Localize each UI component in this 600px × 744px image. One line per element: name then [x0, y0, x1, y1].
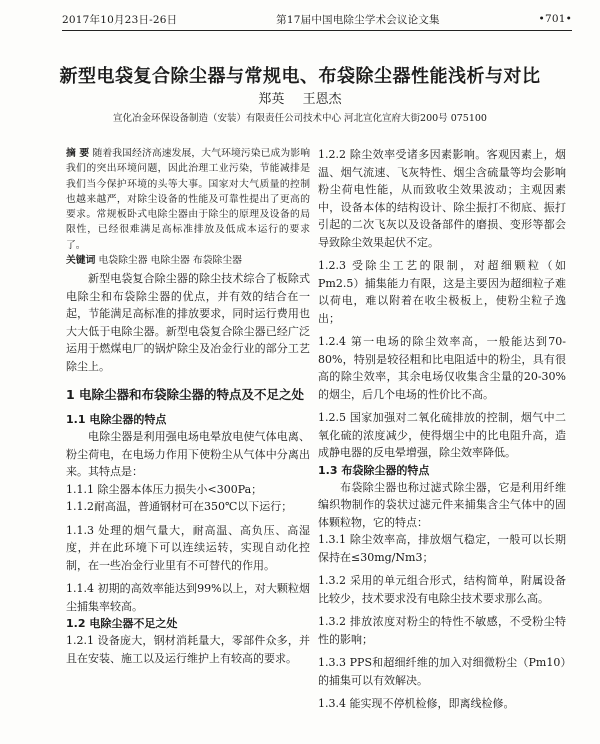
keywords: [66, 253, 310, 268]
author-name: 郑英: [258, 92, 285, 107]
intro-paragraph: 新型电袋复合除尘器的除尘技术综合了板除式电除尘和布袋除尘器的优点，并有效的结合在一起，节能满足高标准的排放要求，同时运行费用也大大低于电除尘器。新型电袋复合除尘器已经广泛运用于燃煤电厂的锅炉除尘及冶金行业的部分工艺除尘上。: [66, 272, 310, 373]
subsection-heading-1-1: 1.1 电除尘器的特点: [66, 413, 167, 427]
list-item-1-2-1: 1.2.1 设备庞大，钢材消耗量大，零部件众多，并且在安装、施工以及运行维护上有较高的要求。: [66, 634, 310, 665]
abstract: [66, 146, 310, 253]
list-item-1-2-2: 1.2.2 除尘效率受诸多因素影响。客观因素上，烟温、烟气流速、飞灰特性、烟尘含硫量等均会影响粉尘荷电性能，从而致收尘效果波动；主观因素中，设备本体的结构设计、除尘振打不彻底、振打引起的二次飞灰以及设备部件的磨损、变形等都会导致除尘效果起伏不定。: [318, 148, 566, 249]
list-item-1-3-2: 1.3.2 采用的单元组合形式，结构简单，附属设备比较少，技术要求没有电除尘技术要求那么高。: [318, 574, 566, 605]
section-heading-1: 1 电除尘器和布袋除尘器的特点及不足之处: [66, 387, 305, 403]
affiliation: 宣化冶金环保设备制造（安装）有限责任公司技术中心 河北宣化宣府大街200号 075100: [113, 113, 487, 124]
abstract-text: 随着我国经济高速发展，大气环境污染已成为影响我们的突出环境问题，因此治理工业污染，节能减排是我们当今保护环境的头等大事。国家对大气质量的控制也越来越严，对除尘设备的性能及可靠性提出了更高的要求。常规板卧式电除尘器由于除尘的原理及设备的局限性，已经很难满足高标准排放及低成本运行的要求了。: [66, 148, 311, 251]
list-item-1-2-5: 1.2.5 国家加强对二氧化硫排放的控制，烟气中二氧化硫的浓度减少，使得烟尘中的比电阻升高，造成静电器的反电晕增强，除尘效率降低。: [318, 411, 566, 459]
author-name: 王恩杰: [302, 92, 342, 107]
paragraph-1-3: 布袋除尘器也称过滤式除尘器，它是利用纤维编织物制作的袋状过滤元件来捕集含尘气体中的固体颗粒物，它的特点：: [318, 480, 566, 529]
list-item-1-2-3: 1.2.3 受除尘工艺的限制，对超细颗粒（如Pm2.5）捕集能力有限，这是主要因为超细粒子难以荷电，难以附着在收尘极板上，使粉尘粒子逸出；: [318, 259, 566, 325]
list-item-1-3-3: 1.3.2 排放浓度对粉尘的特性不敏感，不受粉尘特性的影响；: [318, 615, 566, 646]
list-item-1-3-5: 1.3.4 能实现不停机检修，即离线检修。: [318, 697, 515, 710]
header-date: 2017年10月23日-26日: [62, 13, 178, 26]
header-page-number: •701•: [538, 13, 572, 25]
list-item-1-3-1: 1.3.1 除尘效率高，排放烟气稳定，一般可以长期保持在≤30mg/Nm3；: [318, 533, 566, 564]
paper-title: 新型电袋复合除尘器与常规电、布袋除尘器性能浅析与对比: [59, 66, 541, 87]
list-item-1-1-3: 1.1.3 处理的烟气量大，耐高温、高负压、高湿度，并在此环境下可以连续运转，实现自动化控制，在一些冶金行业里有不可替代的作用。: [66, 523, 310, 572]
keywords-text: 电袋除尘器 电除尘器 布袋除尘器: [98, 255, 242, 267]
paragraph-1-1: 电除尘器是利用强电场电晕放电使气体电离、粉尘荷电，在电场力作用下使粉尘从气体中分离出来。其特点是：: [66, 430, 310, 479]
keywords-label: 关键词: [66, 255, 96, 267]
list-item-1-1-1: 1.1.1 除尘器本体压力损失小<300Pa；: [66, 482, 263, 496]
subsection-heading-1-2: 1.2 电除尘器不足之处: [66, 617, 178, 631]
abstract-label: 摘 要: [66, 148, 90, 159]
page-header: [62, 11, 572, 27]
list-item-1-1-2: 1.1.2耐高温，普通钢材可在350℃以下运行；: [66, 500, 293, 514]
list-item-1-2-4: 1.2.4 第一电场的除尘效率高，一般能达到70-80%，特别是较径粗和比电阻适中的粉尘，具有很高的除尘效率，其余电场仅收集含尘量的20-30%的烟尘，后几个电场的性价比不高。: [318, 335, 566, 401]
left-column: [66, 146, 310, 667]
list-item-1-3-4: 1.3.3 PPS和超细纤维的加入对细微粉尘（Pm10）的捕集可以有效解决。: [318, 656, 566, 687]
header-conference: 第17届中国电除尘学术会议论文集: [276, 13, 440, 26]
header-rule: [62, 30, 572, 31]
subsection-heading-1-3: 1.3 布袋除尘器的特点: [318, 463, 430, 477]
right-column: [318, 146, 566, 713]
list-item-1-1-4: 1.1.4 初期的高效率能达到99%以上，对大颗粒烟尘捕集率较高。: [66, 582, 310, 613]
authors: [0, 88, 600, 107]
